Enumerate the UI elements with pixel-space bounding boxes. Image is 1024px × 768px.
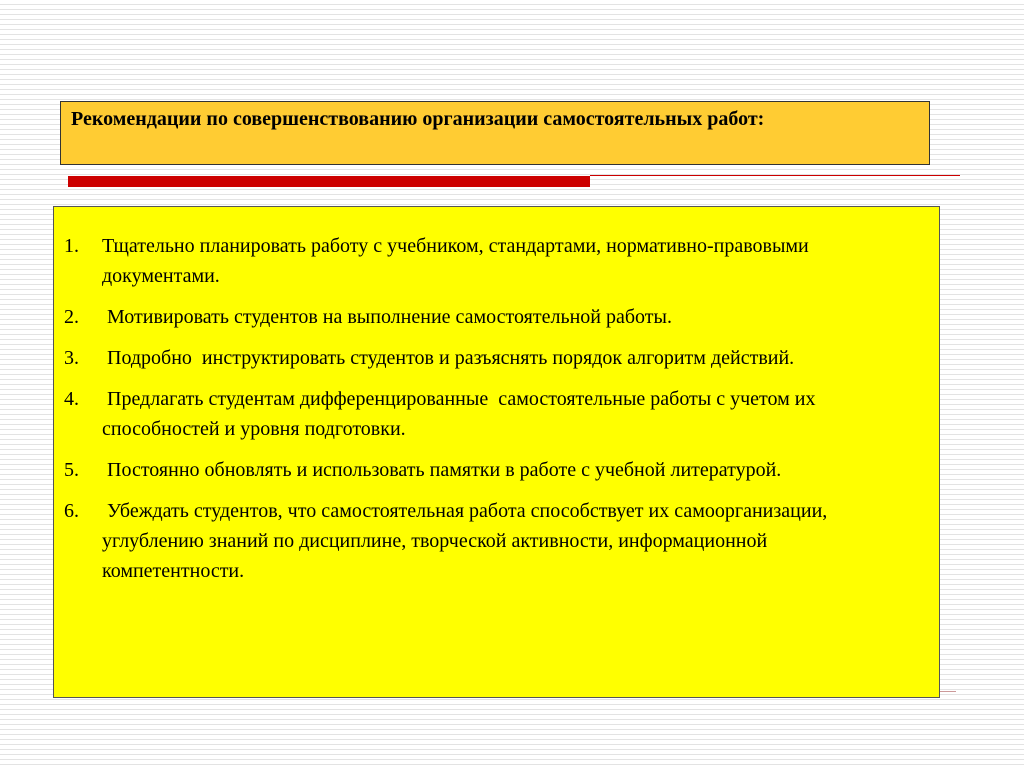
slide-title: Рекомендации по совершенствованию организации самостоятельных работ: — [71, 108, 765, 130]
list-item-number: 6. — [64, 500, 79, 522]
decorative-line — [940, 691, 956, 692]
list-item — [64, 384, 909, 444]
accent-bar — [68, 176, 590, 187]
list-item-text: Мотивировать студентов на выполнение самостоятельной работы. — [102, 306, 672, 328]
recommendations-box — [53, 206, 940, 698]
list-item-number: 2. — [64, 306, 79, 328]
list-item-text: Предлагать студентам дифференцированные самостоятельные работы с учетом их способностей и уровня подготовки. — [102, 388, 821, 440]
list-item-number: 4. — [64, 388, 79, 410]
slide-title-box — [60, 101, 930, 165]
list-item-number: 1. — [64, 235, 79, 257]
list-item — [64, 343, 909, 373]
list-item — [64, 455, 909, 485]
list-item — [64, 302, 909, 332]
list-item-text: Тщательно планировать работу с учебником, стандартами, нормативно-правовыми документами. — [102, 235, 814, 287]
accent-divider-line — [590, 175, 960, 176]
recommendations-list — [64, 231, 909, 586]
list-item-number: 5. — [64, 459, 79, 481]
list-item-text: Постоянно обновлять и использовать памятки в работе с учебной литературой. — [102, 459, 782, 481]
list-item — [64, 231, 909, 291]
list-item-text: Подробно инструктировать студентов и разъяснять порядок алгоритм действий. — [102, 347, 795, 369]
list-item-text: Убеждать студентов, что самостоятельная работа способствует их самоорганизации, углублению знаний по дисциплине, творческой активности, информационной компетентности. — [102, 500, 833, 582]
list-item-number: 3. — [64, 347, 79, 369]
list-item — [64, 496, 909, 586]
